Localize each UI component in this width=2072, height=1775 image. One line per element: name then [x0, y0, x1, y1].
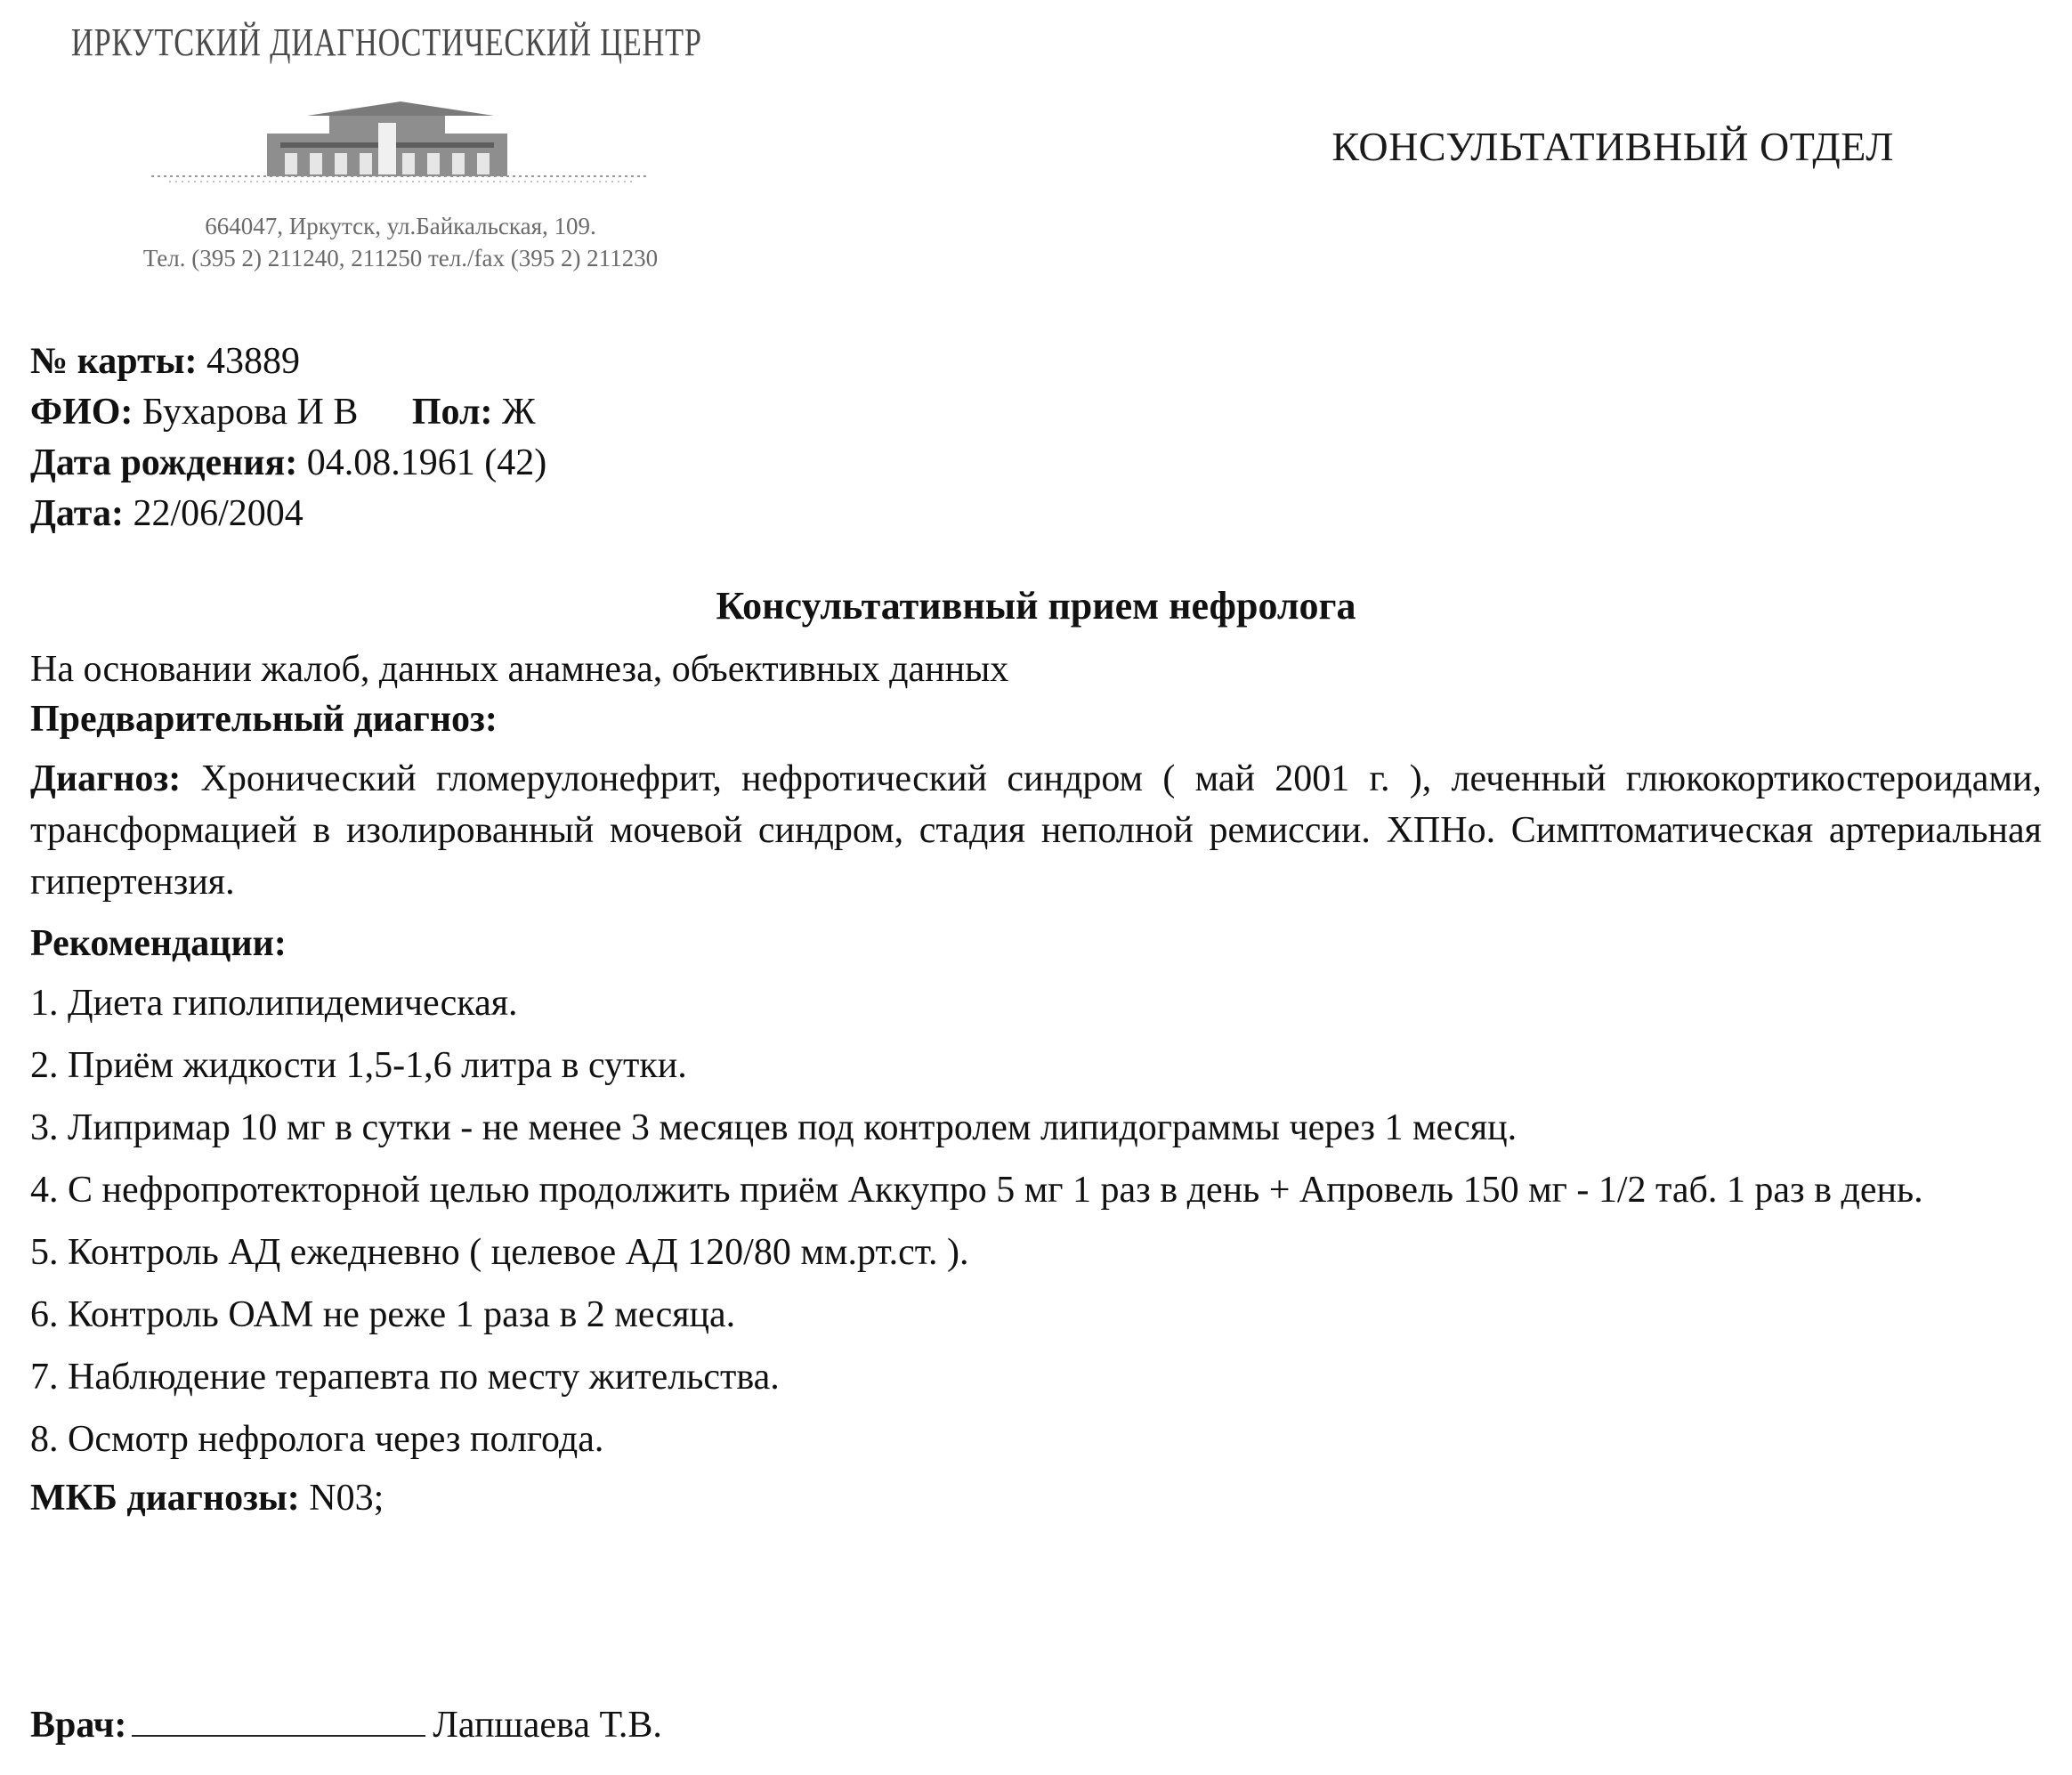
- basis-text: На основании жалоб, данных анамнеза, объективных данных: [30, 649, 1009, 690]
- doctor-label: Врач:: [30, 1705, 127, 1746]
- preliminary-diagnosis-label: Предварительный диагноз:: [30, 699, 498, 740]
- visit-date-value: 22/06/2004: [133, 493, 304, 534]
- birth-date-row: [30, 438, 546, 489]
- birth-date-value: 04.08.1961 (42): [306, 442, 547, 483]
- address-line: 664047, Иркутск, ул.Байкальская, 109.: [205, 213, 596, 239]
- address-block: [71, 210, 730, 274]
- recommendation-item: 6. Контроль ОАМ не реже 1 раза в 2 месяца.: [30, 1294, 736, 1335]
- icd-label: МКБ диагнозы:: [30, 1478, 300, 1519]
- card-number-row: [30, 336, 546, 387]
- diagnosis-text: Хронический гломерулонефрит, нефротический синдром ( май 2001 г. ), леченный глюкокортикостероидами, трансформацией в изолированный мочевой синдром, стадия неполной ремиссии. ХПНо. Симптоматическая артериальная гипертензия.: [30, 758, 2042, 903]
- recommendation-item: 1. Диета гиполипидемическая.: [30, 983, 518, 1024]
- visit-date-label: Дата:: [30, 493, 124, 534]
- consultation-title: Консультативный прием нефролога: [716, 584, 1356, 628]
- diagnosis-paragraph: [30, 753, 2042, 908]
- recommendation-item: 5. Контроль АД ежедневно ( целевое АД 120/80 мм.рт.ст. ).: [30, 1232, 969, 1273]
- diagnosis-label: Диагноз:: [30, 758, 182, 799]
- organization-name: ИРКУТСКИЙ ДИАГНОСТИЧЕСКИЙ ЦЕНТР: [71, 20, 702, 64]
- recommendations-label: Рекомендации:: [30, 923, 287, 964]
- recommendation-item: 4. С нефропротекторной целью продолжить приём Аккупро 5 мг 1 раз в день + Апровель 150 мг - 1/2 таб. 1 раз в день.: [30, 1170, 1923, 1211]
- icd-diagnoses: [30, 1472, 2042, 1524]
- icd-value: N03;: [309, 1478, 384, 1519]
- department-title: КОНСУЛЬТАТИВНЫЙ ОТДЕЛ: [1331, 124, 1894, 169]
- consultation-body: [30, 644, 2042, 1524]
- recommendations-list: [30, 977, 2042, 1465]
- patient-name-label: ФИО:: [30, 392, 134, 433]
- doctor-signature-row: [30, 1704, 662, 1747]
- sex-label: Пол:: [411, 392, 493, 433]
- birth-date-label: Дата рождения:: [30, 442, 298, 483]
- card-number-value: 43889: [206, 341, 300, 382]
- card-number-label: № карты:: [30, 341, 198, 382]
- building-logo-icon: [151, 98, 650, 196]
- phone-line: Тел. (395 2) 211240, 211250 тел./fax (395 2) 211230: [142, 245, 659, 272]
- doctor-name: Лапшаева Т.В.: [433, 1705, 662, 1746]
- sex-value: Ж: [502, 392, 536, 433]
- recommendation-item: 7. Наблюдение терапевта по месту жительства.: [30, 1357, 780, 1398]
- recommendation-item: 3. Липримар 10 мг в сутки - не менее 3 месяцев под контролем липидограммы через 1 месяц.: [30, 1107, 1518, 1148]
- visit-date-row: [30, 489, 546, 539]
- signature-line: [132, 1705, 425, 1737]
- recommendation-item: 2. Приём жидкости 1,5-1,6 литра в сутки.: [30, 1045, 687, 1086]
- patient-name-row: [30, 387, 546, 438]
- patient-name-value: Бухарова И В: [142, 392, 359, 433]
- recommendation-item: 8. Осмотр нефролога через полгода.: [30, 1419, 604, 1460]
- patient-info: [30, 336, 546, 539]
